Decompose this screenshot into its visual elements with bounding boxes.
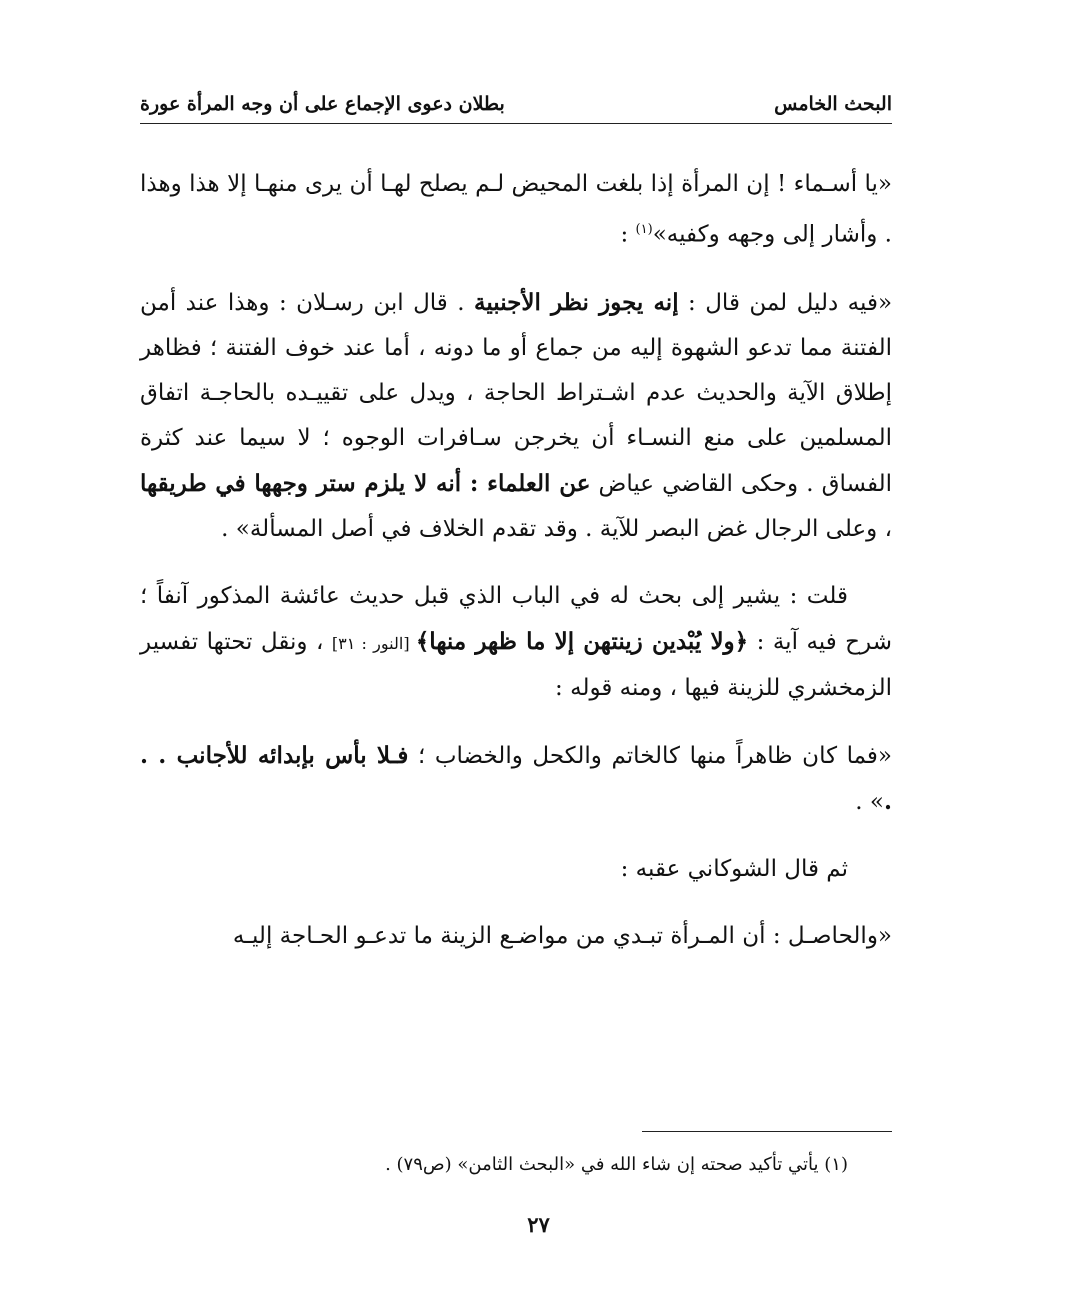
footnote-ref[interactable]: (١) <box>635 222 653 237</box>
quran-verse: ﴿ولا يُبْدين زينتهن إلا ما ظهر منها﴾ <box>415 627 749 655</box>
text-run: ، وعلى الرجال غض البصر للآية . وقد تقدم الخلاف في أصل المسألة» . <box>221 515 892 542</box>
footnote-divider <box>642 1131 892 1132</box>
page-title: بطلان دعوى الإجماع على أن وجه المرأة عورة <box>140 93 505 115</box>
paragraph-commentary <box>140 280 892 552</box>
bold-phrase: إنه يجوز نظر الأجنبية <box>473 288 679 316</box>
hadith-text: «يا أسـماء ! إن المرأة إذا بلغت المحيض لـم يصلح لهـا أن يرى منهـا إلا هذا وهذا . وأشار إلى وجهه وكفيه» <box>140 171 892 248</box>
text-run: ، ونقل تحتها تفسير الزمخشري للزينة فيها ، ومنه قوله : <box>140 628 892 701</box>
paragraph-hadith-quote <box>140 162 892 258</box>
paragraph-author-note <box>140 574 892 711</box>
verse-reference: [النور : ٣١] <box>331 633 416 653</box>
text-run: «والحاصـل : أن المـرأة تبـدي من مواضـع الزينة ما تدعـو الحـاجة إليـه <box>232 922 892 949</box>
page-number: ٢٧ <box>527 1212 550 1237</box>
text-run: «فما كان ظاهراً منها كالخاتم والكحل والخضاب ؛ <box>408 742 892 769</box>
text-run: » . <box>855 788 884 815</box>
bold-phrase: فـلا بأس بإبدائه للأجانب . . . <box>140 741 892 815</box>
paragraph-tail: : <box>620 221 636 248</box>
text-run: ثم قال الشوكاني عقبه : <box>620 855 848 882</box>
paragraph-shawkani-intro <box>140 847 892 892</box>
text-run: . قال ابن رسـلان : وهذا عند أمن الفتنة مما تدعو الشهوة إليه من جماع أو ما دونه ، أما عند خوف الفتنة ؛ فظاهر إطلاق الآية والحديث عدم اشـتراط الحاجة ، ويدل على تقييـده بالحاجـة اتفاق المسلمين على منع النسـاء أن يخرجن سـافرات الوجوه ؛ لا سيما عند كثرة الفساق . وحكى القاضي عياض <box>140 289 893 497</box>
bold-phrase: عن العلماء : أنه لا يلزم ستر وجهها في طريقها <box>140 469 591 497</box>
text-run: «فيه دليل لمن قال : <box>678 289 893 316</box>
text-run: قلت : يشير إلى بحث له في الباب الذي قبل حديث عائشة المذكور آنفاً ؛ شرح فيه آية : <box>140 582 892 655</box>
paragraph-shawkani-quote <box>140 914 892 959</box>
paragraph-zamakhshari-quote <box>140 733 892 825</box>
chapter-label: البحث الخامس <box>774 93 892 115</box>
footnote: (١) يأتي تأكيد صحته إن شاء الله في «البحث الثامن» (ص٧٩) . <box>385 1154 848 1175</box>
body-text <box>140 162 892 981</box>
running-header <box>140 84 892 124</box>
